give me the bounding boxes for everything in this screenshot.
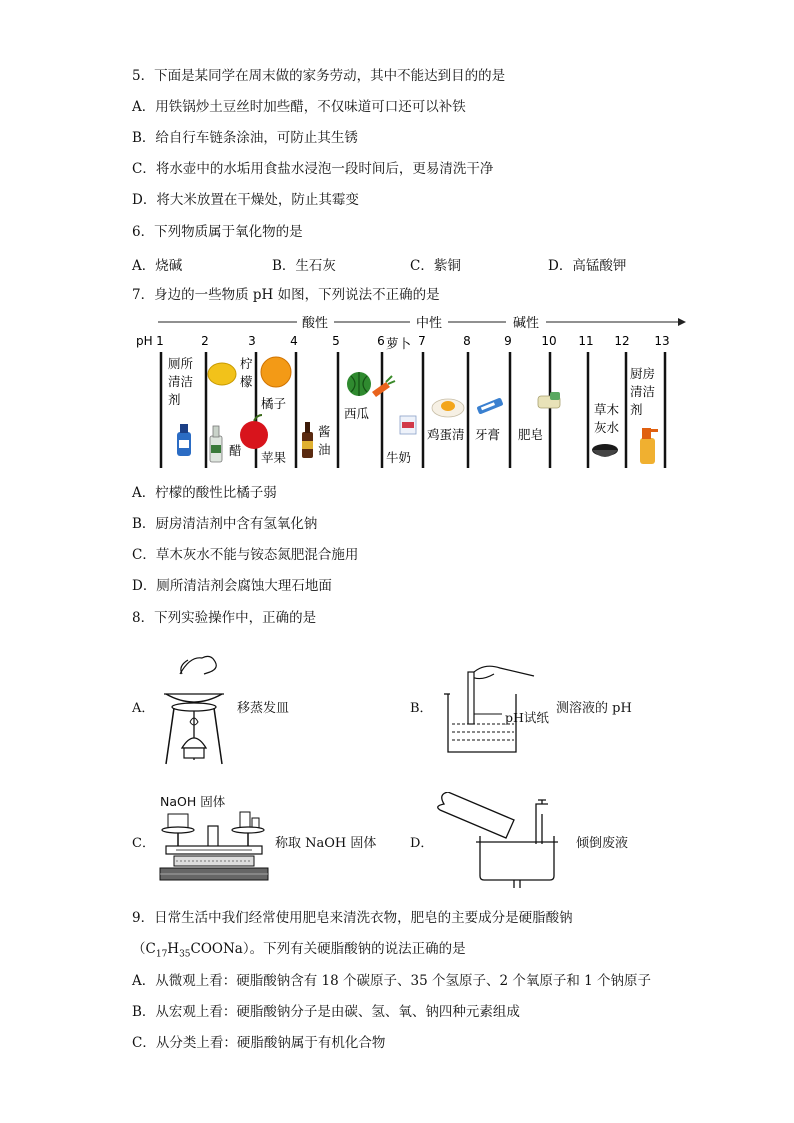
vinegar-bottle-icon	[210, 426, 222, 462]
q8-option-d-letter: D．	[410, 836, 434, 851]
q6-option-a: A．烧碱	[132, 258, 183, 274]
lemon-icon	[208, 363, 236, 385]
item-apple: 苹果	[261, 450, 287, 465]
q8-option-b-letter: B．	[410, 701, 433, 716]
ph-tick-8: 8	[463, 334, 471, 348]
item-watermelon: 西瓜	[344, 406, 370, 421]
q8-stem: 8．下列实验操作中，正确的是	[132, 610, 317, 626]
ph-tick-10: 10	[541, 334, 557, 348]
item-egg-white: 鸡蛋清	[427, 427, 465, 442]
q5-option-b: B．给自行车链条涂油，可防止其生锈	[132, 130, 358, 146]
neutral-label: 中性	[415, 316, 443, 331]
q5-option-c: C．将水壶中的水垢用食盐水浸泡一段时间后，更易清洗干净	[132, 161, 494, 177]
q7-option-c: C．草木灰水不能与铵态氮肥混合施用	[132, 547, 359, 563]
q7-option-a: A．柠檬的酸性比橘子弱	[132, 485, 277, 501]
q8-option-d-text: 倾倒废液	[576, 836, 629, 851]
acid-label: 酸性	[301, 316, 329, 331]
ph-tick-9: 9	[504, 334, 512, 348]
item-toilet-cleaner-2: 清洁	[168, 374, 194, 389]
q5-stem: 5．下面是某同学在周末做的家务劳动，其中不能达到目的的是	[132, 68, 506, 84]
q9-option-c: C．从分类上看：硬脂酸钠属于有机化合物	[132, 1035, 386, 1051]
toilet-cleaner-bottle-icon	[177, 424, 191, 456]
q9-formula-h: H	[167, 941, 180, 957]
item-toilet-cleaner-3: 剂	[168, 392, 181, 407]
item-lemon-2: 檬	[240, 374, 253, 389]
q9-option-b: B．从宏观上看：硬脂酸钠分子是由碳、氢、氧、钠四种元素组成	[132, 1004, 520, 1020]
ph-tick-labels	[156, 334, 669, 348]
q6-option-d: D．高锰酸钾	[548, 258, 627, 274]
item-kitchen-cleaner-3: 剂	[630, 402, 643, 417]
apple-icon	[240, 415, 268, 449]
balance-scale-icon	[156, 808, 272, 886]
ph-scale-figure	[130, 312, 690, 474]
ph-test-apparatus-icon	[440, 652, 550, 757]
arrow-head-icon	[678, 318, 686, 326]
item-radish: 萝卜	[386, 336, 412, 351]
q9-stem: 9．日常生活中我们经常使用肥皂来清洗衣物，肥皂的主要成分是硬脂酸钠	[132, 910, 573, 926]
orange-icon	[261, 357, 291, 387]
ph-tick-4: 4	[290, 334, 298, 348]
q9-formula-sub-h: 35	[179, 949, 191, 960]
ph-tick-13: 13	[654, 334, 670, 348]
plant-ash-water-bowl-icon	[592, 444, 618, 457]
q9-formula-rest: COONa）。下列有关硬脂酸钠的说法正确的是	[190, 941, 466, 957]
egg-white-icon	[432, 399, 464, 417]
q8-option-a-text: 移蒸发皿	[237, 701, 290, 716]
soy-sauce-bottle-icon	[302, 422, 313, 458]
radish-icon	[372, 376, 395, 397]
q9-formula-sub-c: 17	[155, 949, 168, 960]
ph-label: pH	[136, 334, 153, 348]
q7-option-d: D．厕所清洁剂会腐蚀大理石地面	[132, 578, 332, 594]
item-soap: 肥皂	[518, 427, 544, 442]
q6-option-b: B．生石灰	[272, 258, 336, 274]
toothpaste-icon	[476, 397, 503, 414]
q5-option-a: A．用铁锅炒土豆丝时加些醋，不仅味道可口还可以补铁	[132, 99, 466, 115]
ph-tick-11: 11	[578, 334, 594, 348]
q8-option-a-letter: A．	[132, 701, 155, 716]
q8-option-c-letter: C．	[132, 836, 155, 851]
ph-tick-6: 6	[377, 334, 385, 348]
item-plant-ash-water-1: 草木	[594, 402, 620, 417]
item-kitchen-cleaner-1: 厨房	[630, 366, 656, 381]
naoh-solid-caption: NaOH 固体	[160, 794, 226, 809]
item-vinegar: 醋	[229, 443, 242, 458]
item-plant-ash-water-2: 灰水	[594, 420, 620, 435]
evaporating-dish-apparatus-icon	[160, 652, 230, 767]
item-soy-sauce-2: 油	[318, 442, 331, 457]
item-toilet-cleaner-1: 厕所	[168, 356, 194, 371]
ph-tick-3: 3	[248, 334, 256, 348]
ph-tick-1: 1	[156, 334, 164, 348]
q6-option-c: C．紫铜	[410, 258, 461, 274]
q5-option-d: D．将大米放置在干燥处，防止其霉变	[132, 192, 359, 208]
q9-formula-line	[132, 940, 466, 964]
ph-tick-2: 2	[201, 334, 209, 348]
q9-option-a: A．从微观上看：硬脂酸钠含有 18 个碳原子、35 个氢原子、2 个氧原子和 1 个钠原子	[132, 973, 652, 989]
q8-option-c-text: 称取 NaOH 固体	[275, 836, 377, 851]
item-kitchen-cleaner-2: 清洁	[630, 384, 656, 399]
q8-option-b-text: 测溶液的 pH	[556, 701, 632, 716]
q7-option-b: B．厨房清洁剂中含有氢氧化钠	[132, 516, 318, 532]
q6-stem: 6．下列物质属于氧化物的是	[132, 224, 303, 240]
item-soy-sauce-1: 酱	[318, 424, 331, 439]
item-lemon-1: 柠	[240, 356, 253, 371]
q9-formula-open: （C	[132, 941, 156, 957]
item-milk: 牛奶	[386, 450, 412, 465]
ph-tick-7: 7	[418, 334, 426, 348]
item-toothpaste: 牙膏	[475, 427, 501, 442]
kitchen-cleaner-spray-icon	[640, 428, 658, 464]
ph-paper-label: pH试纸	[505, 710, 549, 725]
ph-tick-5: 5	[332, 334, 340, 348]
ph-tick-12: 12	[614, 334, 630, 348]
milk-carton-icon	[400, 416, 416, 434]
base-label: 碱性	[512, 316, 540, 331]
q7-stem: 7．身边的一些物质 pH 如图，下列说法不正确的是	[132, 287, 440, 303]
item-orange: 橘子	[261, 396, 287, 411]
pour-waste-liquid-icon	[436, 792, 566, 890]
watermelon-icon	[347, 372, 371, 396]
